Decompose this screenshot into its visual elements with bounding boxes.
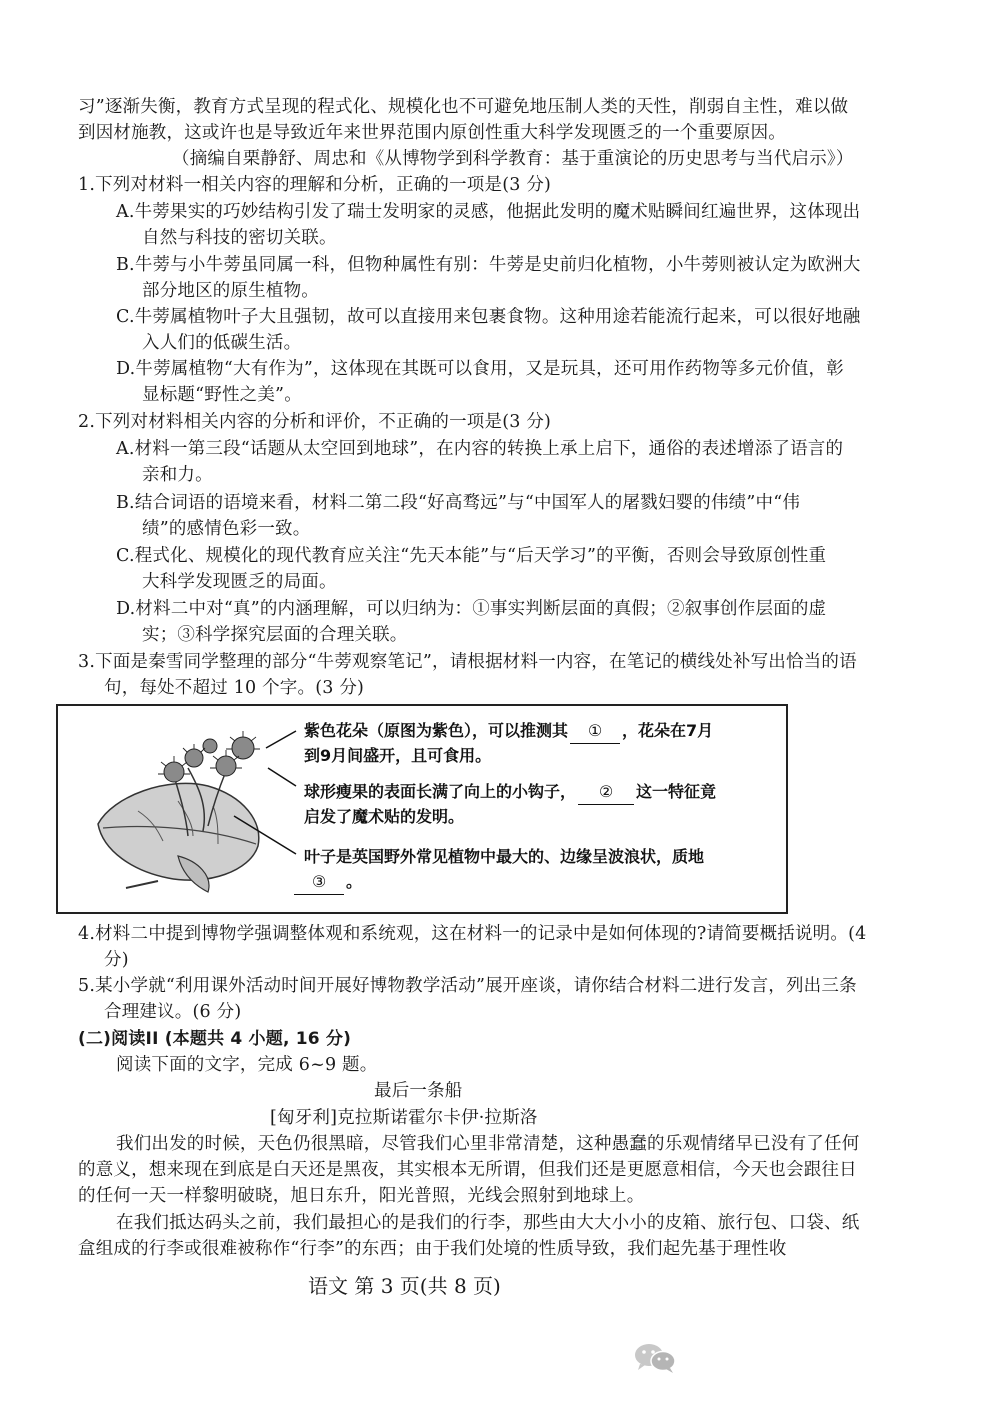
answer-blank-1[interactable]: ① [570, 718, 620, 744]
option-b: B.结合词语的语境来看，材料二第二段“好高骛远”与“中国军人的屠戮妇婴的伟绩”中“伟 [116, 493, 801, 513]
question-5: 5.某小学就“利用课外活动时间开展好博物教学活动”展开座谈，请你结合材料二进行发言，列出三条 [78, 976, 857, 996]
story-paragraph: 在我们抵达码头之前，我们最担心的是我们的行李，那些由大大小小的皮箱、旅行包、口袋、纸 [116, 1213, 860, 1233]
option-c: C.程式化、规模化的现代教育应关注“先天本能”与“后天学习”的平衡，否则会导致原创性重 [116, 546, 827, 566]
story-author: [匈牙利]克拉斯诺霍尔卡伊·拉斯洛 [270, 1108, 538, 1128]
wechat-icon [632, 1340, 678, 1374]
note-2-cont: 启发了魔术贴的发明。 [304, 807, 465, 826]
answer-blank-2[interactable]: ② [578, 779, 634, 805]
option-a-cont: 亲和力。 [142, 465, 213, 485]
note-2: 球形瘦果的表面长满了向上的小钩子， ② 这一特征竟 [304, 779, 716, 805]
option-c-cont: 大科学发现匮乏的局面。 [142, 572, 337, 592]
text-line: 到因材施教，这或许也是导致近年来世界范围内原创性重大科学发现匮乏的一个重要原因。 [78, 123, 786, 143]
option-d-cont: 显标题“野性之美”。 [142, 385, 302, 405]
option-c-cont: 入人们的低碳生活。 [142, 333, 302, 353]
option-b-cont: 绩”的感情色彩一致。 [142, 519, 311, 539]
option-a: A.材料一第三段“话题从太空回到地球”，在内容的转换上承上启下，通俗的表述增添了语言的 [116, 439, 844, 459]
question-2: 2.下列对材料相关内容的分析和评价，不正确的一项是(3 分) [78, 412, 552, 432]
note-3: 叶子是英国野外常见植物中最大的、边缘呈波浪状，质地 [304, 847, 705, 866]
option-d-cont: 实；③科学探究层面的合理关联。 [142, 625, 408, 645]
option-d: D.材料二中对“真”的内涵理解，可以归纳为：①事实判断层面的真假；②叙事创作层面的虚 [116, 599, 827, 619]
question-4-cont: 分) [104, 950, 129, 970]
story-paragraph-cont: 的意义，想来现在到底是白天还是黑夜，其实根本无所谓，但我们还是更愿意相信，今天也会跟往日 [78, 1160, 857, 1180]
story-paragraph-cont: 盒组成的行李或很难被称作“行李”的东西；由于我们处境的性质导致，我们起先基于理性收 [78, 1239, 787, 1259]
question-4: 4.材料二中提到博物学强调整体观和系统观，这在材料一的记录中是如何体现的?请简要概括说明。(4 [78, 924, 867, 944]
option-d: D.牛蒡属植物“大有作为”，这体现在其既可以食用，又是玩具，还可用作药物等多元价值，彰 [116, 359, 844, 379]
note-1: 紫色花朵（原图为紫色），可以推测其 ① ，花朵在7月 [304, 718, 713, 744]
answer-blank-3[interactable]: ③ [294, 869, 344, 895]
observation-note-figure [56, 704, 788, 914]
option-c: C.牛蒡属植物叶子大且强韧，故可以直接用来包裹食物。这种用途若能流行起来，可以很好地融 [116, 307, 861, 327]
text-line: 习”逐渐失衡，教育方式呈现的程式化、规模化也不可避免地压制人类的天性，削弱自主性，难以做 [78, 97, 849, 117]
source-citation: （摘编自栗静舒、周忠和《从博物学到科学教育：基于重演论的历史思考与当代启示》） [172, 149, 854, 169]
option-b: B.牛蒡与小牛蒡虽同属一科，但物种属性有别：牛蒡是史前归化植物，小牛蒡则被认定为欧洲大 [116, 255, 861, 275]
option-a-cont: 自然与科技的密切关联。 [142, 228, 337, 248]
note-1-cont: 到9月间盛开，且可食用。 [304, 746, 492, 765]
story-title: 最后一条船 [374, 1081, 463, 1101]
question-1: 1.下列对材料一相关内容的理解和分析，正确的一项是(3 分) [78, 175, 552, 195]
question-3-cont: 句，每处不超过 10 个字。(3 分) [104, 678, 365, 698]
option-a: A.牛蒡果实的巧妙结构引发了瑞士发明家的灵感，他据此发明的魔术贴瞬间红遍世界，这体现出 [116, 202, 861, 222]
story-paragraph-cont: 的任何一天一样黎明破晓，旭日东升，阳光普照，光线会照射到地球上。 [78, 1186, 645, 1206]
option-b-cont: 部分地区的原生植物。 [142, 281, 319, 301]
note-3-cont: ③ 。 [292, 869, 362, 895]
reading-instruction: 阅读下面的文字，完成 6~9 题。 [116, 1055, 378, 1075]
question-5-cont: 合理建议。(6 分) [104, 1002, 242, 1022]
flower-head [164, 737, 254, 782]
question-3: 3.下面是秦雪同学整理的部分“牛蒡观察笔记”，请根据材料一内容，在笔记的横线处补写出恰当的语 [78, 652, 857, 672]
section-heading: (二)阅读II (本题共 4 小题, 16 分) [78, 1029, 352, 1049]
page-footer: 语文 第 3 页(共 8 页) [308, 1274, 501, 1298]
story-paragraph: 我们出发的时候，天色仍很黑暗，尽管我们心里非常清楚，这种愚蠢的乐观情绪早已没有了任何 [116, 1134, 860, 1154]
